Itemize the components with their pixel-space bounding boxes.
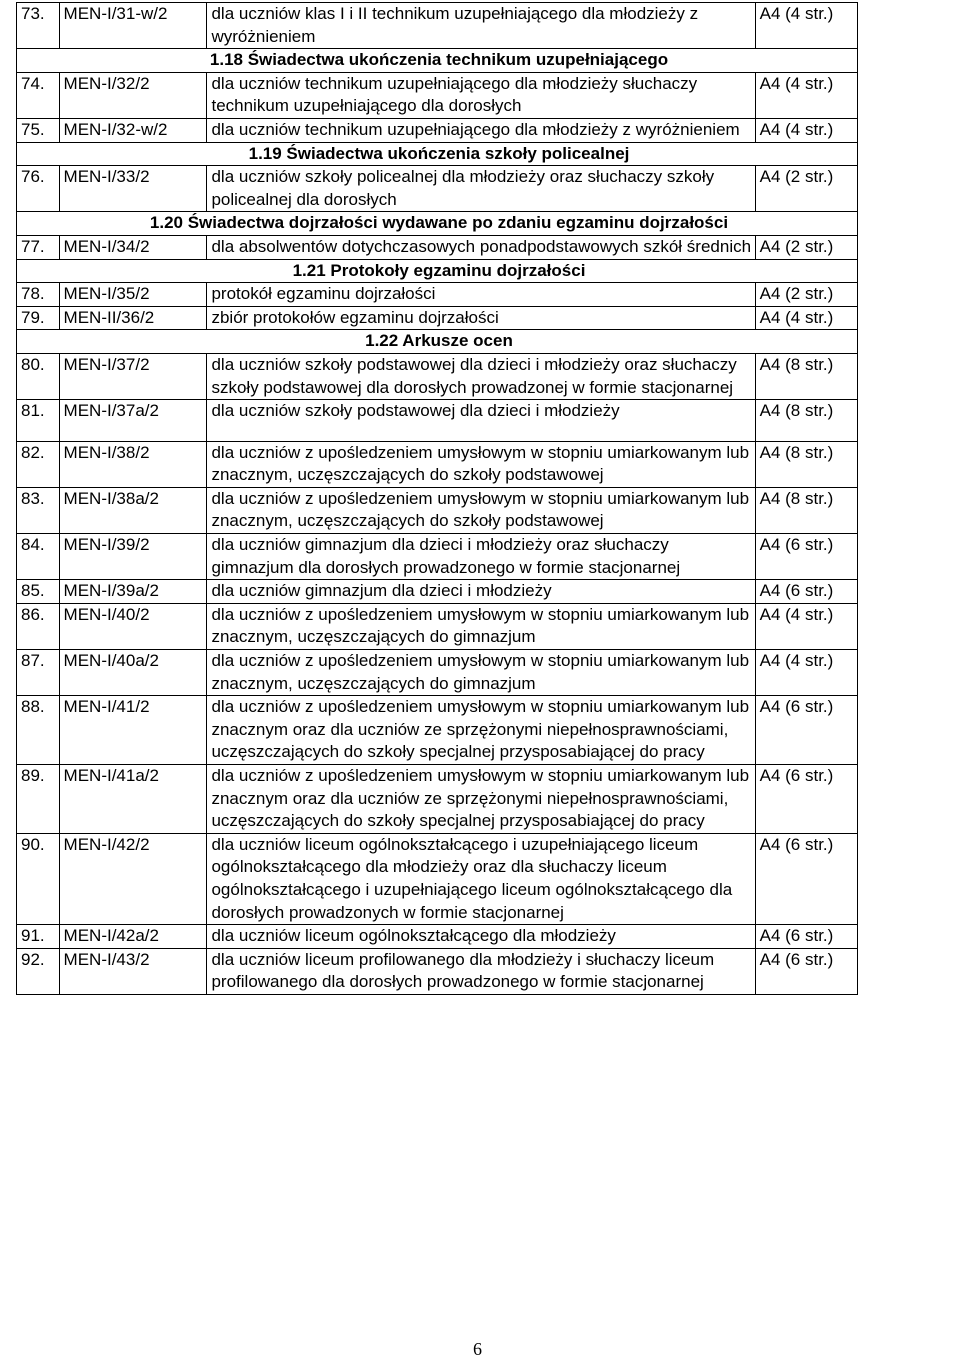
- table-row: [17, 400, 858, 442]
- section-heading-row: [17, 49, 858, 73]
- form-description: dla uczniów technikum uzupełniającego dla młodzieży z wyróżnieniem: [207, 118, 755, 142]
- form-description: dla uczniów gimnazjum dla dzieci i młodzieży: [207, 580, 755, 604]
- form-description: protokół egzaminu dojrzałości: [207, 283, 755, 307]
- form-format: A4 (4 str.): [755, 3, 857, 49]
- form-format: A4 (6 str.): [755, 580, 857, 604]
- form-code: MEN-I/33/2: [59, 166, 207, 212]
- table-row: [17, 650, 858, 696]
- form-format: A4 (6 str.): [755, 765, 857, 834]
- row-number: 89.: [17, 765, 60, 834]
- section-heading-row: [17, 259, 858, 283]
- form-code: MEN-I/42a/2: [59, 925, 207, 949]
- form-description: dla uczniów z upośledzeniem umysłowym w stopniu umiarkowanym lub znacznym, uczęszczających do gimnazjum: [207, 650, 755, 696]
- row-number: 79.: [17, 306, 60, 330]
- form-format: A4 (6 str.): [755, 833, 857, 924]
- form-format: A4 (4 str.): [755, 72, 857, 118]
- row-number: 90.: [17, 833, 60, 924]
- form-format: A4 (8 str.): [755, 441, 857, 487]
- form-code: MEN-I/32-w/2: [59, 118, 207, 142]
- form-code: MEN-I/32/2: [59, 72, 207, 118]
- row-number: 82.: [17, 441, 60, 487]
- form-code: MEN-II/36/2: [59, 306, 207, 330]
- table-row: [17, 118, 858, 142]
- page-number: 6: [473, 1339, 482, 1359]
- row-number: 84.: [17, 534, 60, 580]
- form-format: A4 (6 str.): [755, 534, 857, 580]
- form-description: dla uczniów gimnazjum dla dzieci i młodzieży oraz słuchaczy gimnazjum dla dorosłych prowadzonego w formie stacjonarnej: [207, 534, 755, 580]
- form-format: A4 (6 str.): [755, 925, 857, 949]
- section-heading: 1.19 Świadectwa ukończenia szkoły policealnej: [17, 142, 858, 166]
- section-heading: 1.18 Świadectwa ukończenia technikum uzupełniającego: [17, 49, 858, 73]
- row-number: 88.: [17, 696, 60, 765]
- form-format: A4 (8 str.): [755, 400, 857, 442]
- form-description: dla uczniów z upośledzeniem umysłowym w stopniu umiarkowanym lub znacznym, uczęszczających do szkoły podstawowej: [207, 441, 755, 487]
- table-row: [17, 441, 858, 487]
- form-code: MEN-I/38a/2: [59, 487, 207, 533]
- table-row: [17, 487, 858, 533]
- form-description: dla uczniów szkoły policealnej dla młodzieży oraz słuchaczy szkoły policealnej dla dorosłych: [207, 166, 755, 212]
- form-description: dla uczniów liceum ogólnokształcącego i uzupełniającego liceum ogólnokształcącego dla młodzieży oraz dla słuchaczy liceum ogólnokształcącego i uzupełniającego liceum ogólnokształcącego dla dorosłych prowadzonych w formie stacjonarnej: [207, 833, 755, 924]
- table-row: [17, 580, 858, 604]
- form-description: dla uczniów liceum profilowanego dla młodzieży i słuchaczy liceum profilowanego dla dorosłych prowadzonego w formie stacjonarnej: [207, 948, 755, 994]
- table-row: [17, 534, 858, 580]
- form-description: dla uczniów z upośledzeniem umysłowym w stopniu umiarkowanym lub znacznym, uczęszczających do gimnazjum: [207, 603, 755, 649]
- row-number: 87.: [17, 650, 60, 696]
- form-code: MEN-I/31-w/2: [59, 3, 207, 49]
- row-number: 80.: [17, 353, 60, 399]
- table-row: [17, 833, 858, 924]
- row-number: 92.: [17, 948, 60, 994]
- form-code: MEN-I/43/2: [59, 948, 207, 994]
- form-code: MEN-I/40a/2: [59, 650, 207, 696]
- form-description: dla uczniów technikum uzupełniającego dla młodzieży słuchaczy technikum uzupełniającego dla dorosłych: [207, 72, 755, 118]
- form-format: A4 (4 str.): [755, 306, 857, 330]
- form-code: MEN-I/37a/2: [59, 400, 207, 442]
- table-row: [17, 925, 858, 949]
- form-code: MEN-I/34/2: [59, 235, 207, 259]
- form-format: A4 (2 str.): [755, 283, 857, 307]
- form-description: dla uczniów klas I i II technikum uzupełniającego dla młodzieży z wyróżnieniem: [207, 3, 755, 49]
- form-description: dla uczniów szkoły podstawowej dla dzieci i młodzieży oraz słuchaczy szkoły podstawowej dla dorosłych prowadzonej w formie stacjonarnej: [207, 353, 755, 399]
- table-row: [17, 72, 858, 118]
- table-row: [17, 948, 858, 994]
- form-format: A4 (4 str.): [755, 603, 857, 649]
- form-format: A4 (6 str.): [755, 696, 857, 765]
- form-description: dla absolwentów dotychczasowych ponadpodstawowych szkół średnich: [207, 235, 755, 259]
- section-heading-row: [17, 212, 858, 236]
- forms-table: [16, 2, 858, 995]
- row-number: 73.: [17, 3, 60, 49]
- form-description: zbiór protokołów egzaminu dojrzałości: [207, 306, 755, 330]
- form-format: A4 (8 str.): [755, 487, 857, 533]
- row-number: 76.: [17, 166, 60, 212]
- form-format: A4 (2 str.): [755, 166, 857, 212]
- form-format: A4 (6 str.): [755, 948, 857, 994]
- row-number: 78.: [17, 283, 60, 307]
- row-number: 77.: [17, 235, 60, 259]
- forms-table-body: [17, 3, 858, 995]
- table-row: [17, 765, 858, 834]
- form-code: MEN-I/42/2: [59, 833, 207, 924]
- form-format: A4 (8 str.): [755, 353, 857, 399]
- form-format: A4 (4 str.): [755, 118, 857, 142]
- section-heading-row: [17, 142, 858, 166]
- form-code: MEN-I/39/2: [59, 534, 207, 580]
- section-heading-row: [17, 330, 858, 354]
- row-number: 81.: [17, 400, 60, 442]
- form-code: MEN-I/40/2: [59, 603, 207, 649]
- row-number: 86.: [17, 603, 60, 649]
- form-description: dla uczniów z upośledzeniem umysłowym w stopniu umiarkowanym lub znacznym oraz dla uczniów ze sprzężonymi niepełnosprawnościami, uczęszczających do szkoły specjalnej przysposabiającej do pracy: [207, 765, 755, 834]
- table-row: [17, 353, 858, 399]
- section-heading: 1.22 Arkusze ocen: [17, 330, 858, 354]
- form-code: MEN-I/35/2: [59, 283, 207, 307]
- form-code: MEN-I/37/2: [59, 353, 207, 399]
- row-number: 91.: [17, 925, 60, 949]
- form-format: A4 (4 str.): [755, 650, 857, 696]
- form-description: dla uczniów szkoły podstawowej dla dzieci i młodzieży: [207, 400, 755, 442]
- form-code: MEN-I/38/2: [59, 441, 207, 487]
- table-row: [17, 306, 858, 330]
- table-row: [17, 603, 858, 649]
- row-number: 75.: [17, 118, 60, 142]
- table-row: [17, 166, 858, 212]
- form-description: dla uczniów liceum ogólnokształcącego dla młodzieży: [207, 925, 755, 949]
- row-number: 83.: [17, 487, 60, 533]
- table-row: [17, 3, 858, 49]
- section-heading: 1.21 Protokoły egzaminu dojrzałości: [17, 259, 858, 283]
- form-code: MEN-I/39a/2: [59, 580, 207, 604]
- row-number: 85.: [17, 580, 60, 604]
- form-code: MEN-I/41a/2: [59, 765, 207, 834]
- form-format: A4 (2 str.): [755, 235, 857, 259]
- table-row: [17, 283, 858, 307]
- form-description: dla uczniów z upośledzeniem umysłowym w stopniu umiarkowanym lub znacznym, uczęszczających do szkoły podstawowej: [207, 487, 755, 533]
- row-number: 74.: [17, 72, 60, 118]
- form-code: MEN-I/41/2: [59, 696, 207, 765]
- table-row: [17, 235, 858, 259]
- form-description: dla uczniów z upośledzeniem umysłowym w stopniu umiarkowanym lub znacznym oraz dla uczniów ze sprzężonymi niepełnosprawnościami, uczęszczających do szkoły specjalnej przysposabiającej do pracy: [207, 696, 755, 765]
- section-heading: 1.20 Świadectwa dojrzałości wydawane po zdaniu egzaminu dojrzałości: [17, 212, 858, 236]
- table-row: [17, 696, 858, 765]
